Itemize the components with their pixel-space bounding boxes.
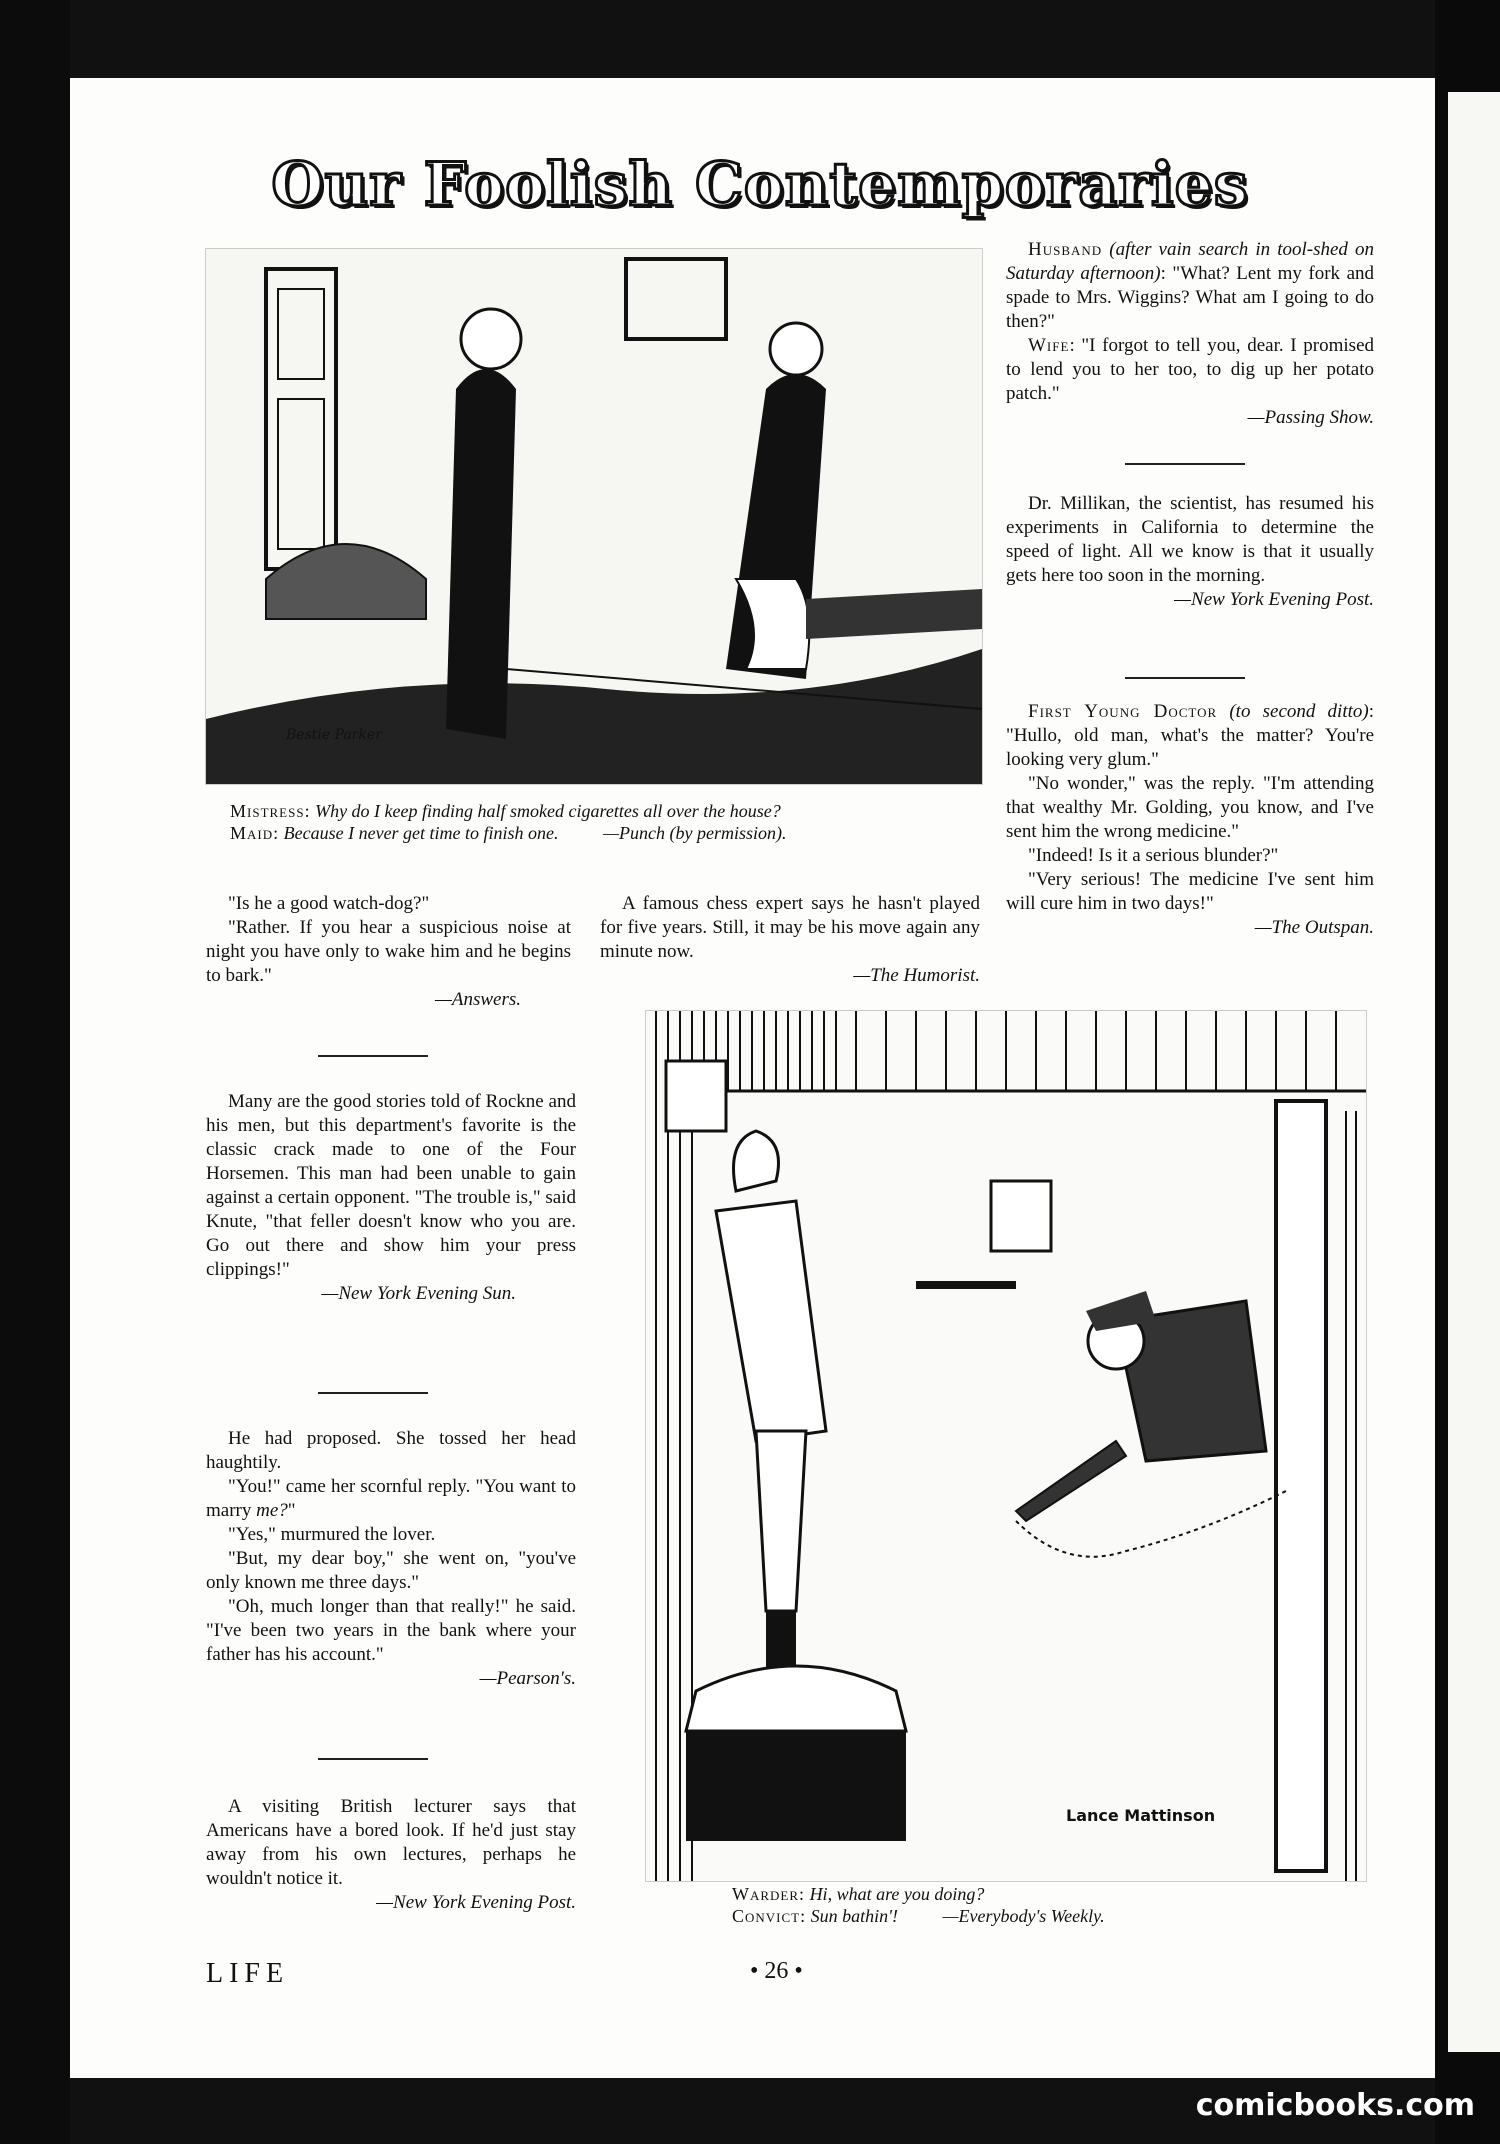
adjacent-page-edge [1448, 92, 1500, 2052]
caption2-text: Sun bathin'! [810, 1906, 898, 1926]
joke-text: Dr. Millikan, the scientist, has resumed his experiments in California to determine the speed of light. All we know is that it usually gets here too soon in the morning. [1006, 493, 1374, 586]
joke-chess [600, 892, 980, 988]
doctor-p2: "No wonder," was the reply. "I'm attending that wealthy Mr. Golding, you know, and I've sent him the wrong medicine." [1006, 773, 1374, 842]
stage-direction: (after vain search in tool-shed on Saturday afternoon) [1006, 239, 1374, 284]
magazine-name: LIFE [206, 1958, 290, 1989]
cartoon2-caption [732, 1883, 1332, 1927]
joke-text: A visiting British lecturer says that Americans have a bored look. If he'd just stay away from his own lectures, perhaps he wouldn't notice it. [206, 1796, 576, 1889]
caption-source: —Everybody's Weekly. [942, 1906, 1105, 1926]
speaker-doctor: First Young Doctor [1028, 701, 1218, 722]
cartoon-mistress-maid [205, 248, 983, 785]
joke-text: A famous chess expert says he hasn't played for five years. Still, it may be his move again any minute now. [600, 893, 980, 962]
caption2-text: Because I never get time to finish one. [283, 823, 559, 843]
proposal-p4: "But, my dear boy," she went on, "you've only known me three days." [206, 1548, 576, 1593]
joke-millikan [1006, 492, 1374, 612]
source-attribution: —New York Evening Post. [376, 1892, 576, 1913]
doctor-p4: "Very serious! The medicine I've sent him will cure him in two days!" [1006, 869, 1374, 914]
proposal-p1: He had proposed. She tossed her head haughtily. [206, 1428, 576, 1473]
caption1-text: Why do I keep finding half smoked cigarettes all over the house? [315, 801, 781, 821]
source-attribution: —New York Evening Post. [1174, 589, 1374, 610]
cartoon-warder-convict [645, 1010, 1367, 1882]
joke-proposal [206, 1427, 576, 1691]
divider [318, 1758, 428, 1760]
joke-text: Many are the good stories told of Rockne and his men, but this department's favorite is the classic crack made to one of the Four Horsemen. This man had been unable to gain against a certain opponent. "The trouble is," said Knute, "that feller doesn't know who you are. Go out there and show him your press clippings!" [206, 1091, 576, 1280]
joke-rockne [206, 1090, 576, 1306]
proposal-p2-end: " [287, 1500, 296, 1521]
divider [1125, 463, 1245, 465]
watermark: comicbooks.com [1195, 2088, 1475, 2123]
husband-line: : "What? Lent my fork and spade to Mrs. Wiggins? What am I going to do then?" [1006, 263, 1375, 332]
source-attribution: —Pearson's. [479, 1668, 576, 1689]
joke-doctor [1006, 700, 1374, 940]
cartoon1-signature: Bestie Parker [286, 727, 382, 743]
speaker-wife: Wife [1028, 335, 1070, 356]
proposal-p5: "Oh, much longer than that really!" he said. "I've been two years in the bank where your father has his account." [206, 1596, 576, 1665]
source-attribution: —The Outspan. [1254, 917, 1374, 938]
caption1-speaker: Warder: [732, 1884, 806, 1904]
speaker-husband: Husband [1028, 239, 1103, 260]
proposal-p3: "Yes," murmured the lover. [228, 1524, 436, 1545]
doctor-line: : "Hullo, old man, what's the matter? You're looking very glum." [1006, 701, 1375, 770]
wife-line: : "I forgot to tell you, dear. I promised to lend you to her too, to dig up her potato patch." [1006, 335, 1374, 404]
divider [1125, 677, 1245, 679]
page-title: Our Foolish Contemporaries [271, 150, 1249, 220]
stage-direction: (to second ditto) [1229, 701, 1369, 722]
page-number: • 26 • [750, 1958, 803, 1984]
joke-watchdog [206, 892, 571, 1012]
caption2-speaker: Maid: [230, 823, 280, 843]
joke-husband [1006, 238, 1374, 430]
source-attribution: —Passing Show. [1247, 407, 1374, 428]
source-attribution: —Answers. [434, 989, 521, 1010]
caption2-speaker: Convict: [732, 1906, 807, 1926]
proposal-p2: "You!" came her scornful reply. "You want to marry [206, 1476, 576, 1521]
cartoon1-caption [230, 800, 960, 844]
caption1-speaker: Mistress: [230, 801, 311, 821]
divider [318, 1392, 428, 1394]
source-attribution: —New York Evening Sun. [321, 1283, 516, 1304]
left-scan-border [0, 0, 70, 2144]
proposal-emphasis: me? [256, 1500, 288, 1521]
divider [318, 1055, 428, 1057]
caption1-text: Hi, what are you doing? [809, 1884, 985, 1904]
watchdog-p2: "Rather. If you hear a suspicious noise at night you have only to wake him and he begins to bark." [206, 917, 571, 986]
watchdog-p1: "Is he a good watch-dog?" [228, 893, 430, 914]
caption-source: —Punch (by permission). [603, 823, 787, 843]
cartoon2-signature: Lance Mattinson [1066, 1806, 1216, 1825]
joke-lecturer [206, 1795, 576, 1915]
source-attribution: —The Humorist. [853, 965, 980, 986]
doctor-p3: "Indeed! Is it a serious blunder?" [1028, 845, 1279, 866]
